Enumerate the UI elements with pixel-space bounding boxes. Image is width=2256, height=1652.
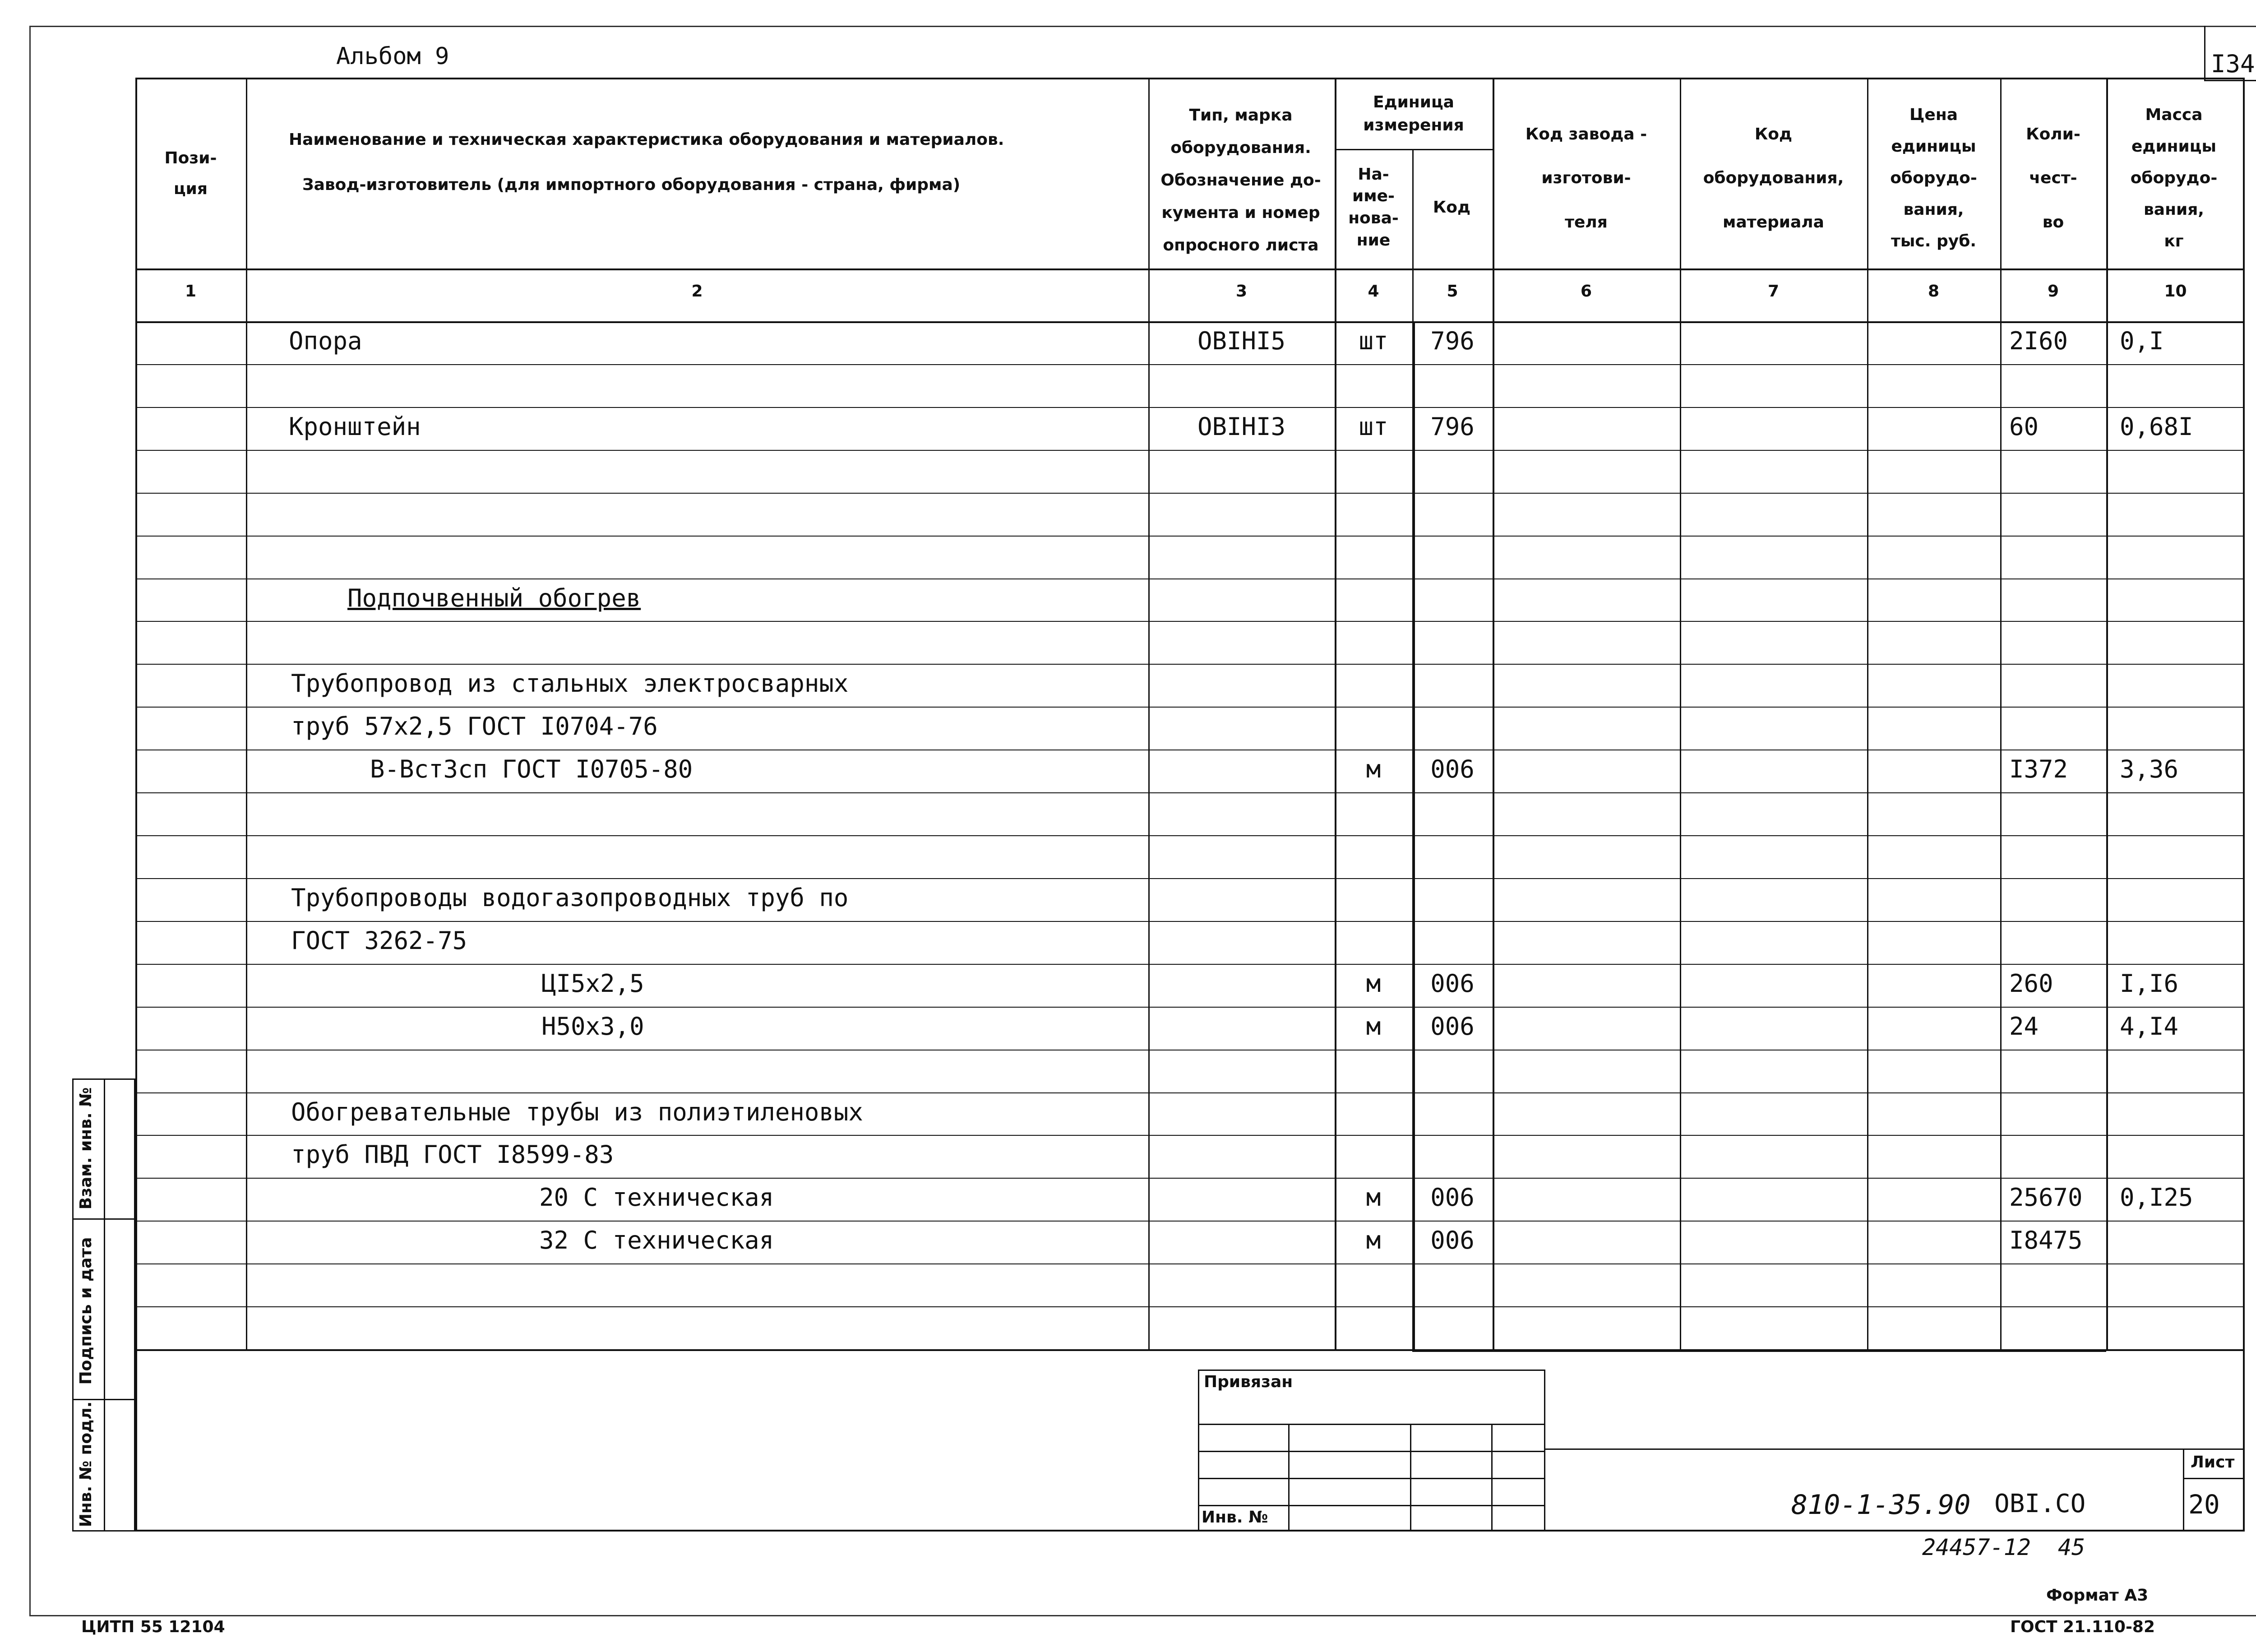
row-mass: 0,68I [2120, 412, 2193, 441]
row-code: 006 [1430, 969, 1475, 998]
sheet-label: Лист [2191, 1453, 2235, 1472]
row-name: Подпочвенный обогрев [347, 583, 641, 612]
row-mass: 3,36 [2120, 755, 2179, 784]
row-unit: м [1366, 1183, 1381, 1212]
side-label-sign: Подпись и дата [77, 1237, 95, 1385]
column-number: 8 [1928, 282, 1940, 301]
header-position: Пози- ция [164, 148, 217, 198]
row-name: труб ПВД ГОСТ I8599-83 [291, 1140, 614, 1169]
side-label-replace: Взам. инв. № [77, 1087, 95, 1210]
row-name: Н50x3,0 [541, 1012, 644, 1041]
row-unit: м [1366, 1012, 1381, 1041]
row-mass: I,I6 [2120, 969, 2179, 998]
row-mass: 4,I4 [2120, 1012, 2179, 1041]
footer-gost: ГОСТ 21.110-82 [2010, 1618, 2155, 1636]
row-name: Опора [289, 327, 362, 355]
column-number: 5 [1447, 282, 1458, 301]
row-type: OBIHI3 [1197, 412, 1286, 441]
row-qty: 25670 [2009, 1183, 2083, 1212]
row-mass: 0,I [2120, 327, 2164, 355]
column-number: 6 [1580, 282, 1592, 301]
row-qty: 60 [2009, 412, 2039, 441]
handwritten-number: 24457-12 45 [1922, 1534, 2085, 1560]
header-mass: Масса единицы оборудо- вания, кг [2130, 105, 2218, 251]
row-type: OBIHI5 [1197, 327, 1286, 355]
row-code: 796 [1430, 327, 1475, 355]
row-code: 006 [1430, 1012, 1475, 1041]
column-number: 7 [1767, 282, 1780, 301]
header-quantity: Коли- чест- во [2026, 125, 2080, 231]
row-unit: шт [1359, 327, 1388, 355]
row-unit: шт [1359, 412, 1388, 441]
stamp-privyazan-label: Привязан [1204, 1373, 1293, 1391]
row-name: ГОСТ 3262-75 [291, 926, 467, 955]
row-name: Кронштейн [289, 412, 421, 441]
row-unit: м [1366, 1226, 1381, 1255]
row-name: Обогревательные трубы из полиэтиленовых [291, 1097, 863, 1126]
column-number: 9 [2047, 282, 2059, 301]
column-number: 10 [2164, 282, 2187, 301]
row-name: Трубопровод из стальных электросварных [291, 669, 849, 698]
row-name: 20 С техническая [539, 1183, 774, 1212]
header-unit-name: На- име- нова- ние [1348, 165, 1399, 250]
row-qty: 260 [2009, 969, 2053, 998]
row-qty: I372 [2009, 755, 2068, 784]
row-name: В-Вст3сп ГОСТ I0705-80 [370, 755, 693, 784]
page-corner-number: I34 [2211, 50, 2255, 78]
row-code: 006 [1430, 1226, 1475, 1255]
doc-code: 810-1-35.90 [1791, 1489, 1971, 1521]
header-factory-code: Код завода - изготови- теля [1525, 125, 1647, 231]
header-price: Цена единицы оборудо- вания, тыс. руб. [1890, 105, 1977, 251]
row-qty: 2I60 [2009, 327, 2068, 355]
footer-format: Формат А3 [2046, 1586, 2149, 1605]
row-code: 006 [1430, 1183, 1475, 1212]
column-number: 3 [1235, 282, 1248, 301]
footer-left: ЦИТП 55 12104 [81, 1618, 225, 1636]
header-type: Тип, марка оборудования. Обозначение до- кумента и номер опросного листа [1160, 106, 1321, 255]
row-name: ЦI5x2,5 [541, 969, 644, 998]
sheet-number: 20 [2188, 1489, 2220, 1520]
column-number: 1 [185, 282, 197, 301]
column-number: 2 [691, 282, 703, 301]
row-name: труб 57x2,5 ГОСТ I0704-76 [291, 712, 658, 741]
header-unit-code: Код [1433, 198, 1471, 217]
column-number: 4 [1368, 282, 1379, 301]
row-name: Трубопроводы водогазопроводных труб по [291, 883, 849, 912]
header-name-b: Завод-изготовитель (для импортного оборудования - страна, фирма) [302, 175, 961, 194]
row-qty: I8475 [2009, 1226, 2083, 1255]
doc-mark: OBI.CO [1994, 1489, 2086, 1518]
row-qty: 24 [2009, 1012, 2039, 1041]
header-name-a: Наименование и техническая характеристика оборудования и материалов. [289, 130, 1004, 149]
header-unit: Единица измерения [1363, 93, 1464, 134]
header-equipment-code: Код оборудования, материала [1703, 125, 1844, 231]
row-unit: м [1366, 755, 1381, 784]
side-label-inv: Инв. № подл. [77, 1401, 95, 1527]
row-code: 006 [1430, 755, 1475, 784]
row-name: 32 С техническая [539, 1226, 774, 1255]
row-mass: 0,I25 [2120, 1183, 2193, 1212]
row-unit: м [1366, 969, 1381, 998]
album-label: Альбом 9 [336, 43, 449, 70]
row-code: 796 [1430, 412, 1475, 441]
stamp-inv-label: Инв. № [1202, 1508, 1268, 1527]
